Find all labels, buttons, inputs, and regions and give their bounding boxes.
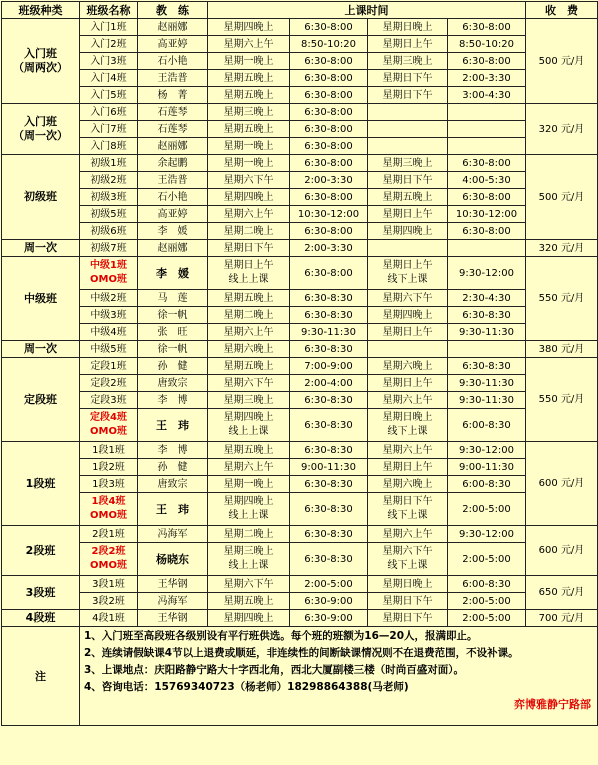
day2-cell: 星期日晚上 线下上课	[368, 409, 448, 442]
time1-cell: 6:30-8:00	[290, 104, 368, 121]
category-cell: 3段班	[2, 576, 80, 610]
category-cell: 周一次	[2, 240, 80, 257]
day2-cell: 星期六下午	[368, 290, 448, 307]
note-line: 3、上课地点：庆阳路静宁路大十字西北角，西北大厦副楼三楼（时尚百盛对面）。	[84, 664, 465, 676]
teacher-cell: 马 莲	[138, 290, 208, 307]
time2-cell: 9:30-11:30	[448, 392, 526, 409]
header-class-name: 班级名称	[80, 2, 138, 19]
class-row	[2, 155, 598, 172]
time1-cell: 6:30-8:00	[290, 189, 368, 206]
class-name-cell: 中级5班	[80, 341, 138, 358]
time2-cell: 6:30-8:00	[448, 53, 526, 70]
teacher-cell: 唐致宗	[138, 476, 208, 493]
day2-cell: 星期六晚上	[368, 358, 448, 375]
day1-cell: 星期四晚上 线上上课	[208, 493, 290, 526]
note-line: 2、连续请假缺课4节以上退费或顺延，非连续性的间断缺课情况则不在退费范围，不设补课。	[84, 647, 519, 659]
class-row	[2, 324, 598, 341]
class-row	[2, 290, 598, 307]
day1-cell: 星期五晚上	[208, 121, 290, 138]
time2-cell	[448, 121, 526, 138]
class-name-cell: 初级7班	[80, 240, 138, 257]
day1-cell: 星期四晚上	[208, 19, 290, 36]
notes-label: 注	[2, 627, 80, 726]
time1-cell: 7:00-9:00	[290, 358, 368, 375]
time2-cell: 6:00-8:30	[448, 476, 526, 493]
time1-cell: 6:30-8:00	[290, 223, 368, 240]
day2-cell: 星期日晚上	[368, 576, 448, 593]
day2-cell: 星期日晚上	[368, 19, 448, 36]
class-name-cell: 定段4班 OMO班	[80, 409, 138, 442]
day1-cell: 星期四晚上	[208, 610, 290, 627]
class-name-cell: 1段2班	[80, 459, 138, 476]
day2-cell: 星期六晚上	[368, 476, 448, 493]
day1-cell: 星期六上午	[208, 324, 290, 341]
time2-cell: 10:30-12:00	[448, 206, 526, 223]
time2-cell: 9:30-12:00	[448, 526, 526, 543]
time1-cell: 9:00-11:30	[290, 459, 368, 476]
time2-cell: 6:30-8:00	[448, 223, 526, 240]
class-row	[2, 576, 598, 593]
day2-cell	[368, 240, 448, 257]
time2-cell	[448, 104, 526, 121]
day1-cell: 星期六下午	[208, 375, 290, 392]
teacher-cell: 石小艳	[138, 53, 208, 70]
day2-cell	[368, 104, 448, 121]
day2-cell: 星期五晚上	[368, 189, 448, 206]
day1-cell: 星期六下午	[208, 576, 290, 593]
day2-cell: 星期日上午	[368, 375, 448, 392]
class-name-cell: 初级3班	[80, 189, 138, 206]
category-cell: 初级班	[2, 155, 80, 240]
class-row	[2, 442, 598, 459]
class-name-cell: 中级1班 OMO班	[80, 257, 138, 290]
time1-cell: 6:30-9:00	[290, 610, 368, 627]
category-cell: 入门班 （周两次）	[2, 19, 80, 104]
time1-cell: 6:30-8:30	[290, 442, 368, 459]
time1-cell: 10:30-12:00	[290, 206, 368, 223]
class-row	[2, 206, 598, 223]
day1-cell: 星期一晚上	[208, 138, 290, 155]
class-row	[2, 223, 598, 240]
teacher-cell: 徐一帆	[138, 307, 208, 324]
class-row	[2, 240, 598, 257]
day2-cell: 星期日下午	[368, 610, 448, 627]
day2-cell: 星期日下午	[368, 172, 448, 189]
class-row	[2, 104, 598, 121]
time2-cell: 6:30-8:00	[448, 189, 526, 206]
day1-cell: 星期日上午 线上上课	[208, 257, 290, 290]
time1-cell: 2:00-4:00	[290, 375, 368, 392]
teacher-cell: 李 博	[138, 392, 208, 409]
fee-cell: 320 元/月	[526, 240, 598, 257]
day1-cell: 星期五晚上	[208, 358, 290, 375]
time1-cell: 6:30-8:00	[290, 19, 368, 36]
category-cell: 定段班	[2, 358, 80, 442]
teacher-cell: 徐一帆	[138, 341, 208, 358]
day1-cell: 星期六上午	[208, 459, 290, 476]
class-row	[2, 375, 598, 392]
day1-cell: 星期五晚上	[208, 87, 290, 104]
category-cell: 中级班	[2, 257, 80, 341]
teacher-cell: 赵丽娜	[138, 19, 208, 36]
day2-cell: 星期日上午	[368, 36, 448, 53]
time2-cell: 9:30-11:30	[448, 324, 526, 341]
class-name-cell: 3段1班	[80, 576, 138, 593]
class-row	[2, 593, 598, 610]
category-cell: 1段班	[2, 442, 80, 526]
time2-cell: 6:00-8:30	[448, 576, 526, 593]
class-row	[2, 476, 598, 493]
class-name-cell: 2段1班	[80, 526, 138, 543]
day2-cell: 星期日上午	[368, 324, 448, 341]
day2-cell: 星期三晚上	[368, 155, 448, 172]
time2-cell	[448, 341, 526, 358]
teacher-cell: 王华钢	[138, 576, 208, 593]
teacher-cell: 唐致宗	[138, 375, 208, 392]
day1-cell: 星期五晚上	[208, 593, 290, 610]
class-name-cell: 定段1班	[80, 358, 138, 375]
class-name-cell: 3段2班	[80, 593, 138, 610]
day1-cell: 星期五晚上	[208, 70, 290, 87]
time2-cell: 6:30-8:00	[448, 155, 526, 172]
class-row	[2, 70, 598, 87]
teacher-cell: 石小艳	[138, 189, 208, 206]
header-schedule: 上课时间	[208, 2, 526, 19]
day2-cell	[368, 121, 448, 138]
class-name-cell: 入门1班	[80, 19, 138, 36]
day2-cell: 星期日下午	[368, 70, 448, 87]
class-name-cell: 入门5班	[80, 87, 138, 104]
time1-cell: 2:00-3:30	[290, 240, 368, 257]
class-name-cell: 初级5班	[80, 206, 138, 223]
time2-cell: 9:30-11:30	[448, 375, 526, 392]
time2-cell: 9:00-11:30	[448, 459, 526, 476]
teacher-cell: 王 玮	[138, 409, 208, 442]
teacher-cell: 王华钢	[138, 610, 208, 627]
category-cell: 周一次	[2, 341, 80, 358]
time2-cell: 6:30-8:30	[448, 307, 526, 324]
time1-cell: 9:30-11:30	[290, 324, 368, 341]
category-cell: 2段班	[2, 526, 80, 576]
fee-cell: 320 元/月	[526, 104, 598, 155]
notes-row	[2, 627, 598, 726]
time2-cell: 2:00-3:30	[448, 70, 526, 87]
note-line: 4、咨询电话：15769340723（杨老师）18298864388(马老师)	[84, 681, 409, 693]
fee-cell: 550 元/月	[526, 358, 598, 442]
day1-cell: 星期六上午	[208, 206, 290, 223]
brand-label: 弈博雅静宁路部	[514, 698, 591, 711]
day1-cell: 星期六上午	[208, 36, 290, 53]
teacher-cell: 王浩普	[138, 70, 208, 87]
teacher-cell: 孙 健	[138, 358, 208, 375]
fee-cell: 650 元/月	[526, 576, 598, 610]
class-name-cell: 1段4班 OMO班	[80, 493, 138, 526]
day1-cell: 星期一晚上	[208, 53, 290, 70]
class-name-cell: 中级2班	[80, 290, 138, 307]
time2-cell: 2:00-5:00	[448, 610, 526, 627]
time2-cell: 2:00-5:00	[448, 493, 526, 526]
class-row	[2, 138, 598, 155]
time2-cell: 6:30-8:30	[448, 358, 526, 375]
class-row	[2, 493, 598, 526]
teacher-cell: 杨 菁	[138, 87, 208, 104]
teacher-cell: 高亚婷	[138, 206, 208, 223]
class-row	[2, 358, 598, 375]
day1-cell: 星期一晚上	[208, 476, 290, 493]
teacher-cell: 李 媛	[138, 223, 208, 240]
fee-cell: 600 元/月	[526, 526, 598, 576]
class-name-cell: 1段3班	[80, 476, 138, 493]
class-name-cell: 初级1班	[80, 155, 138, 172]
time2-cell	[448, 138, 526, 155]
day1-cell: 星期三晚上	[208, 392, 290, 409]
time1-cell: 6:30-8:00	[290, 121, 368, 138]
time1-cell: 6:30-8:30	[290, 476, 368, 493]
note-line: 1、入门班至高段班各级别设有平行班供选。每个班的班额为16—20人，报满即止。	[84, 630, 478, 642]
day2-cell: 星期六上午	[368, 442, 448, 459]
day1-cell: 星期六下午	[208, 172, 290, 189]
time1-cell: 6:30-8:30	[290, 307, 368, 324]
time2-cell: 9:30-12:00	[448, 442, 526, 459]
day1-cell: 星期日下午	[208, 240, 290, 257]
time2-cell: 2:00-5:00	[448, 543, 526, 576]
teacher-cell: 孙 健	[138, 459, 208, 476]
class-name-cell: 4段1班	[80, 610, 138, 627]
fee-cell: 600 元/月	[526, 442, 598, 526]
class-name-cell: 入门8班	[80, 138, 138, 155]
day1-cell: 星期二晚上	[208, 307, 290, 324]
time1-cell: 8:50-10:20	[290, 36, 368, 53]
class-name-cell: 中级4班	[80, 324, 138, 341]
day1-cell: 星期一晚上	[208, 155, 290, 172]
fee-cell: 500 元/月	[526, 155, 598, 240]
time1-cell: 6:30-8:00	[290, 53, 368, 70]
teacher-cell: 王 玮	[138, 493, 208, 526]
time1-cell: 6:30-9:00	[290, 593, 368, 610]
time2-cell: 2:00-5:00	[448, 593, 526, 610]
time1-cell: 6:30-8:30	[290, 526, 368, 543]
day2-cell: 星期六上午	[368, 392, 448, 409]
time2-cell: 6:00-8:30	[448, 409, 526, 442]
class-name-cell: 2段2班 OMO班	[80, 543, 138, 576]
class-row	[2, 526, 598, 543]
header-row	[2, 2, 598, 19]
fee-cell: 380 元/月	[526, 341, 598, 358]
time1-cell: 6:30-8:30	[290, 392, 368, 409]
class-name-cell: 入门2班	[80, 36, 138, 53]
day2-cell	[368, 138, 448, 155]
class-row	[2, 121, 598, 138]
day2-cell: 星期四晚上	[368, 223, 448, 240]
time2-cell: 8:50-10:20	[448, 36, 526, 53]
class-name-cell: 入门4班	[80, 70, 138, 87]
teacher-cell: 石莲琴	[138, 104, 208, 121]
class-row	[2, 172, 598, 189]
day2-cell: 星期日上午 线下上课	[368, 257, 448, 290]
teacher-cell: 李 博	[138, 442, 208, 459]
teacher-cell: 高亚婷	[138, 36, 208, 53]
class-name-cell: 入门7班	[80, 121, 138, 138]
day2-cell: 星期日下午	[368, 87, 448, 104]
teacher-cell: 杨晓东	[138, 543, 208, 576]
teacher-cell: 石莲琴	[138, 121, 208, 138]
time2-cell: 4:00-5:30	[448, 172, 526, 189]
day2-cell: 星期六上午	[368, 526, 448, 543]
fee-cell: 500 元/月	[526, 19, 598, 104]
day2-cell	[368, 341, 448, 358]
time2-cell: 9:30-12:00	[448, 257, 526, 290]
day1-cell: 星期三晚上	[208, 104, 290, 121]
time1-cell: 6:30-8:00	[290, 70, 368, 87]
class-row	[2, 543, 598, 576]
day2-cell: 星期三晚上	[368, 53, 448, 70]
time1-cell: 2:00-3:30	[290, 172, 368, 189]
category-cell: 4段班	[2, 610, 80, 627]
class-name-cell: 定段2班	[80, 375, 138, 392]
fee-cell: 550 元/月	[526, 257, 598, 341]
time1-cell: 6:30-8:00	[290, 155, 368, 172]
class-name-cell: 1段1班	[80, 442, 138, 459]
class-row	[2, 87, 598, 104]
time1-cell: 6:30-8:30	[290, 493, 368, 526]
class-row	[2, 392, 598, 409]
notes-body	[80, 627, 598, 726]
time1-cell: 6:30-8:30	[290, 290, 368, 307]
schedule-table	[1, 1, 598, 726]
day1-cell: 星期四晚上 线上上课	[208, 409, 290, 442]
header-category: 班级种类	[2, 2, 80, 19]
class-row	[2, 257, 598, 290]
class-row	[2, 36, 598, 53]
time2-cell	[448, 240, 526, 257]
time1-cell: 6:30-8:00	[290, 87, 368, 104]
class-row	[2, 459, 598, 476]
class-name-cell: 入门3班	[80, 53, 138, 70]
day1-cell: 星期五晚上	[208, 442, 290, 459]
header-fee: 收 费	[526, 2, 598, 19]
time2-cell: 2:30-4:30	[448, 290, 526, 307]
header-teacher: 教 练	[138, 2, 208, 19]
day1-cell: 星期二晚上	[208, 223, 290, 240]
class-name-cell: 中级3班	[80, 307, 138, 324]
time1-cell: 6:30-8:30	[290, 341, 368, 358]
class-row	[2, 341, 598, 358]
time1-cell: 6:30-8:00	[290, 138, 368, 155]
teacher-cell: 李 媛	[138, 257, 208, 290]
teacher-cell: 冯海军	[138, 593, 208, 610]
class-row	[2, 610, 598, 627]
time1-cell: 6:30-8:30	[290, 409, 368, 442]
teacher-cell: 冯海军	[138, 526, 208, 543]
category-cell: 入门班 （周一次）	[2, 104, 80, 155]
class-name-cell: 定段3班	[80, 392, 138, 409]
class-row	[2, 189, 598, 206]
teacher-cell: 王浩普	[138, 172, 208, 189]
class-row	[2, 307, 598, 324]
fee-cell: 700 元/月	[526, 610, 598, 627]
class-name-cell: 初级2班	[80, 172, 138, 189]
day2-cell: 星期六下午 线下上课	[368, 543, 448, 576]
class-row	[2, 409, 598, 442]
teacher-cell: 余起鹏	[138, 155, 208, 172]
time2-cell: 6:30-8:00	[448, 19, 526, 36]
day2-cell: 星期日下午 线下上课	[368, 493, 448, 526]
teacher-cell: 赵丽娜	[138, 138, 208, 155]
class-name-cell: 初级6班	[80, 223, 138, 240]
day2-cell: 星期四晚上	[368, 307, 448, 324]
teacher-cell: 赵丽娜	[138, 240, 208, 257]
day1-cell: 星期五晚上	[208, 290, 290, 307]
class-row	[2, 53, 598, 70]
class-name-cell: 入门6班	[80, 104, 138, 121]
time2-cell: 3:00-4:30	[448, 87, 526, 104]
time1-cell: 2:00-5:00	[290, 576, 368, 593]
time1-cell: 6:30-8:00	[290, 257, 368, 290]
day2-cell: 星期日上午	[368, 459, 448, 476]
day2-cell: 星期日下午	[368, 593, 448, 610]
day2-cell: 星期日上午	[368, 206, 448, 223]
day1-cell: 星期四晚上	[208, 189, 290, 206]
day1-cell: 星期二晚上	[208, 526, 290, 543]
day1-cell: 星期三晚上 线上上课	[208, 543, 290, 576]
day1-cell: 星期六晚上	[208, 341, 290, 358]
schedule-body	[2, 2, 598, 726]
class-row	[2, 19, 598, 36]
teacher-cell: 张 旺	[138, 324, 208, 341]
time1-cell: 6:30-8:30	[290, 543, 368, 576]
